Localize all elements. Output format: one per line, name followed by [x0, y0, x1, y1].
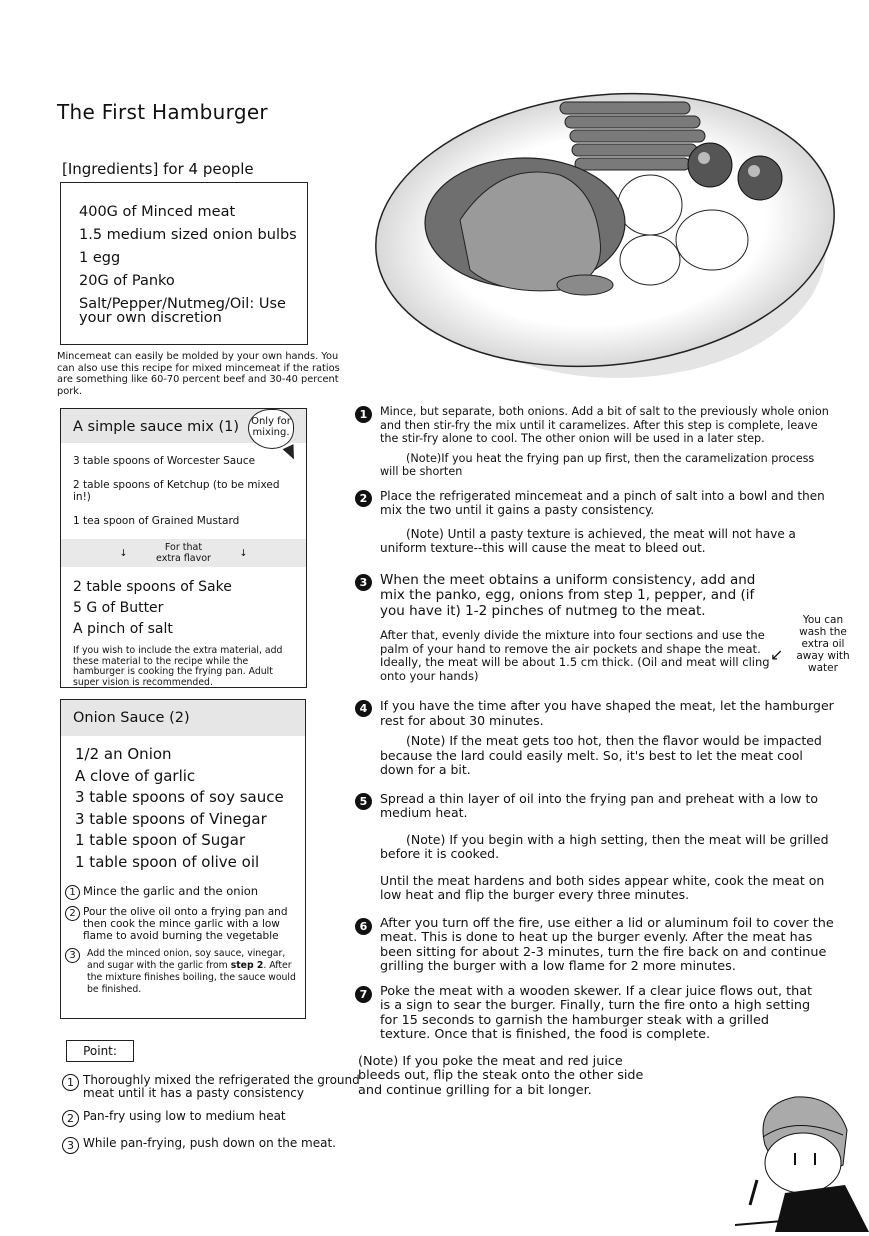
step-text: When the meet obtains a uniform consistency, add and mix the panko, egg, onions from step 1, pepper, and (if you have it) 1-2 pinches of nutmeg to the meat.: [380, 571, 756, 619]
sauce-extra-item: 2 table spoons of Sake: [73, 579, 232, 595]
onion-step: [65, 948, 299, 996]
ingredients-box: [60, 182, 308, 345]
step-number: 1: [65, 885, 80, 900]
sauce-mix-heading: A simple sauce mix (1): [61, 409, 306, 443]
step-reference: step 2: [230, 960, 264, 971]
step-item: [355, 573, 835, 684]
step-note: (Note) Until a pasty texture is achieved, the meat will not have a uniform texture--this will cause the meat to bleed out.: [380, 526, 796, 555]
step-text: After you turn off the fire, use either a lid or aluminum foil to cover the meat. This is done to heat up the burger evenly. After the meat has been sitting for about 2-3 minutes, turn the fire back on and continue grilling the burger with a low flame for 2 more minutes.: [380, 915, 834, 974]
step-note: (Note) If you begin with a high setting, then the meat will be grilled before it is cooked.: [380, 831, 829, 861]
onion-sauce-item: 3 table spoons of soy sauce: [75, 788, 284, 806]
steps-list: [355, 405, 835, 1098]
step-after-text: Until the meat hardens and both sides appear white, cook the meat on low heat and flip the burger every three minutes.: [380, 872, 825, 902]
step-after-text: After that, evenly divide the mixture into four sections and use the palm of your hand to remove the air pockets and shape the meat. Ideally, the meat will be about 1.5 cm thick. (Oil and meat will cling onto your hands): [380, 628, 770, 683]
onion-step-text-part: Add the minced onion, soy sauce, vinegar, and sugar with the garlic from: [87, 948, 286, 971]
step-text: Spread a thin layer of oil into the frying pan and preheat with a low to medium heat.: [380, 790, 818, 820]
extra-flavor-divider: [61, 539, 306, 567]
sauce-base-item: 3 table spoons of Worcester Sauce: [73, 455, 256, 467]
onion-sauce-box: [60, 699, 306, 1019]
sauce-base-item: 2 table spoons of Ketchup (to be mixed in!): [73, 479, 280, 503]
step-item: [355, 489, 835, 555]
point-number: 1: [62, 1074, 79, 1091]
step-text: Place the refrigerated mincemeat and a pinch of salt into a bowl and then mix the two until it gains a pasty consistency.: [380, 488, 825, 517]
step-badge: 3: [355, 574, 372, 591]
step-badge: 5: [355, 793, 372, 810]
step-badge: 4: [355, 700, 372, 717]
onion-sauce-item: 3 table spoons of Vinegar: [75, 809, 267, 828]
wash-hands-note: You can wash the extra oil away with water: [796, 614, 850, 674]
mincemeat-note: Mincemeat can easily be molded by your own hands. You can also use this recipe for mixed mincemeat if the ratios are something like 60-70 percent beef and 30-40 percent pork.: [57, 351, 340, 397]
step-badge: 7: [355, 986, 372, 1003]
onion-sauce-item: 1/2 an Onion: [75, 745, 172, 763]
onion-sauce-heading: Onion Sauce (2): [61, 700, 305, 736]
onion-step-text-part: . After the mixture finishes boiling, the sauce would be finished.: [87, 960, 296, 995]
ingredient-item: Salt/Pepper/Nutmeg/Oil: Use your own discretion: [79, 296, 286, 326]
step-item: [355, 699, 835, 778]
step-note: (Note) If the meat gets too hot, then the flavor would be impacted because the lard could easily melt. So, it's best to let the meat cool down for a bit.: [380, 733, 822, 777]
points-list: [62, 1074, 362, 1164]
sauce-extra-item: A pinch of salt: [73, 621, 173, 637]
step-item: [355, 405, 835, 479]
onion-step-text: Pour the olive oil onto a frying pan and then cook the mince garlic with a low flame to avoid burning the vegetable: [83, 906, 288, 942]
step-badge: 6: [355, 918, 372, 935]
step-text: Mince, but separate, both onions. Add a bit of salt to the previously whole onion and then stir-fry the mix until it caramelizes. After this step is complete, leave the stir-fry alone to cool. The other onion will be used in a later step.: [380, 405, 829, 445]
sauce-mix-box: [60, 408, 307, 688]
plate-icon: [360, 40, 855, 390]
onion-step: [65, 906, 299, 942]
point-item: [62, 1074, 362, 1100]
arrow-down-icon: ↓: [239, 547, 248, 559]
onion-step-text: Mince the garlic and the onion: [83, 884, 259, 898]
ingredient-item: 1.5 medium sized onion bulbs: [79, 227, 297, 243]
page-title: The First Hamburger: [57, 100, 268, 124]
point-text: While pan-frying, push down on the meat.: [83, 1136, 336, 1150]
arrow-down-left-icon: ↙: [770, 645, 784, 664]
step-number: 3: [65, 948, 80, 963]
hamburger-plate-illustration: [360, 40, 855, 390]
step-badge: 2: [355, 490, 372, 507]
step-number: 2: [65, 906, 80, 921]
step-item: [355, 792, 835, 903]
point-item: [62, 1110, 362, 1127]
step-text: If you have the time after you have shaped the meat, let the hamburger rest for about 30 minutes.: [380, 698, 834, 728]
step-item: [355, 985, 835, 1099]
ingredient-item: 1 egg: [79, 250, 121, 266]
character-icon: [735, 1085, 869, 1232]
onion-sauce-item: A clove of garlic: [75, 766, 196, 785]
step-note: (Note)If you heat the frying pan up first, then the caramelization process will be shorten: [380, 451, 815, 478]
sauce-extra-item: 5 G of Butter: [73, 600, 164, 616]
point-number: 2: [62, 1110, 79, 1127]
point-text: Pan-fry using low to medium heat: [83, 1109, 286, 1123]
onion-step-text: [83, 948, 299, 996]
point-number: 3: [62, 1137, 79, 1154]
ingredient-item: 20G of Panko: [79, 273, 175, 289]
speech-bubble: Only for mixing.: [248, 409, 294, 449]
extra-flavor-label: For that extra flavor: [156, 542, 211, 564]
sauce-base-item: 1 tea spoon of Grained Mustard: [73, 515, 240, 527]
arrow-down-icon: ↓: [119, 547, 128, 559]
point-item: [62, 1137, 362, 1154]
sauce-mix-note: If you wish to include the extra material, add these material to the recipe while the hamburger is cooking the frying pan. Adult super vision is recommended.: [73, 645, 283, 688]
onion-step: [65, 885, 299, 900]
step-item: [355, 917, 835, 975]
step-after-text: (Note) If you poke the meat and red juice bleeds out, flip the steak onto the other side and continue grilling for a bit longer.: [358, 1053, 644, 1098]
point-text: Thoroughly mixed the refrigerated the ground meat until it has a pasty consistency: [83, 1073, 360, 1100]
step-badge: 1: [355, 406, 372, 423]
point-label: Point:: [66, 1040, 134, 1062]
ingredients-heading: [Ingredients] for 4 people: [62, 160, 254, 178]
step-text: Poke the meat with a wooden skewer. If a clear juice flows out, that is a sign to sear the burger. Finally, turn the fire onto a high setting for 15 seconds to garnish the hamburger steak with a grilled texture. Once that is finished, the food is complete.: [380, 983, 813, 1042]
onion-sauce-item: 1 table spoon of Sugar: [75, 831, 246, 849]
onion-sauce-item: 1 table spoon of olive oil: [75, 852, 260, 871]
boy-writing-illustration: [735, 1085, 869, 1232]
ingredient-item: 400G of Minced meat: [79, 204, 236, 220]
